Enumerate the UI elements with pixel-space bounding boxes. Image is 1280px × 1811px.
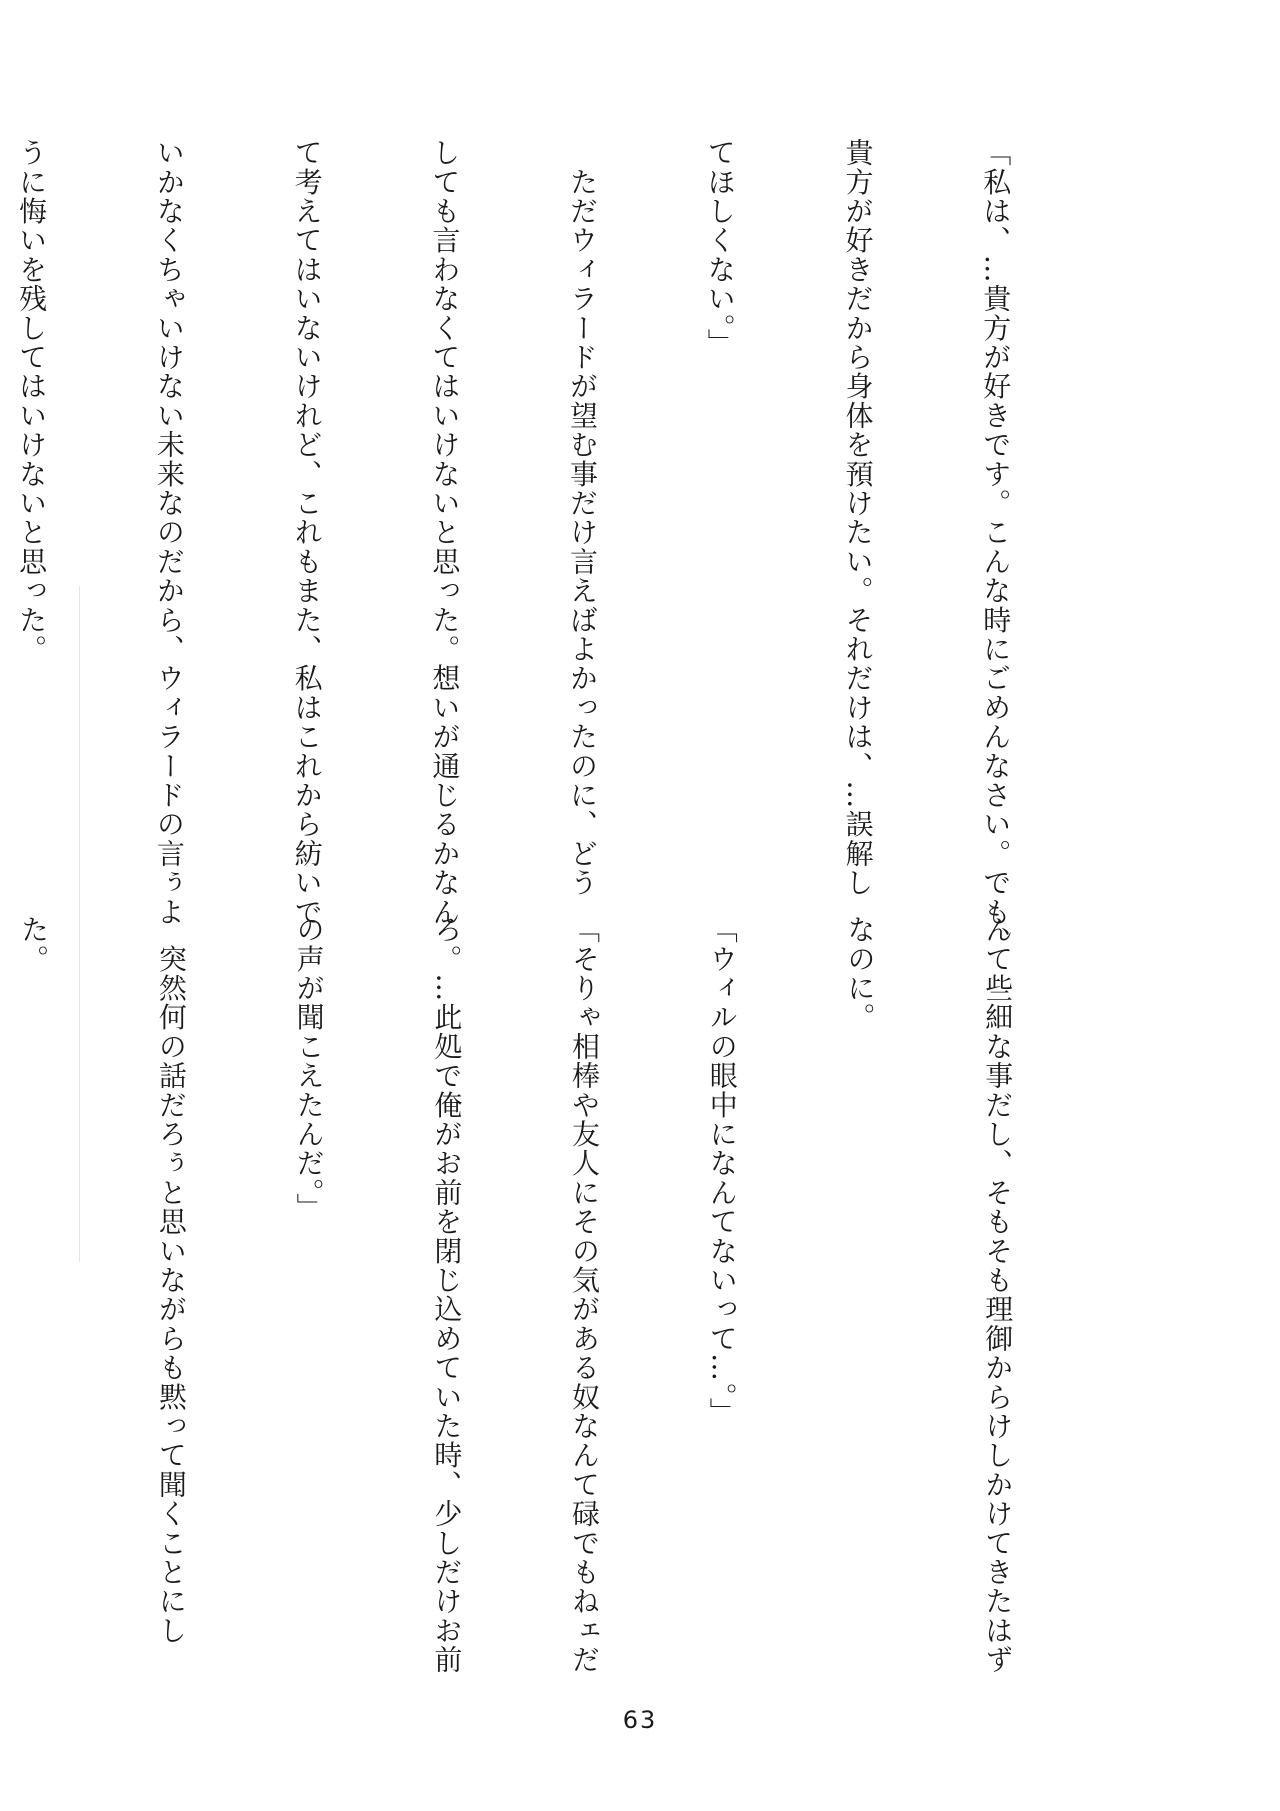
text-line: た。 (17, 915, 51, 974)
text-line: の声が聞こえたんだ。」 (292, 915, 326, 1223)
text-line: 貴方が好きだから身体を預けたい。それだけは、…誤解し (841, 138, 875, 898)
text-line: うに悔いを残してはいけないと思った。 (15, 138, 49, 664)
lower-text-block (17, 915, 1112, 1675)
text-line: 「私は、…貴方が好きです。こんな時にごめんなさい。でも、 (979, 138, 1013, 956)
upper-text-block (15, 138, 1110, 956)
text-line: しても言わなくてはいけないと思った。想いが通じるかなん (428, 138, 462, 927)
text-line: 突然何の話だろぅと思いながらも黙って聞くことにし (154, 915, 188, 1645)
text-line: んて些細な事だし、そもそも理御からけしかけてきたはず (981, 915, 1015, 1675)
text-line: いかなくちゃいけない未来なのだから、ウィラードの言ぅよ (152, 138, 186, 927)
text-line: なのに。 (843, 915, 877, 1032)
page-number: 63 (622, 1706, 658, 1734)
text-line: て考えてはいないけれど、これもまた、私はこれから紡いで (290, 138, 324, 927)
text-line: ろ。…此処で俺がお前を閉じ込めていた時、少しだけお前 (430, 915, 464, 1675)
text-line: 「ウィルの眼中になんてないって…。」 (705, 915, 739, 1427)
text-line: 「そりゃ相棒や友人にその気がある奴なんて碌でもねェだ (568, 915, 602, 1675)
text-line: ただウィラードが望む事だけ言えばよかったのに、どう (566, 138, 600, 898)
text-line: てほしくない。」 (703, 138, 737, 358)
